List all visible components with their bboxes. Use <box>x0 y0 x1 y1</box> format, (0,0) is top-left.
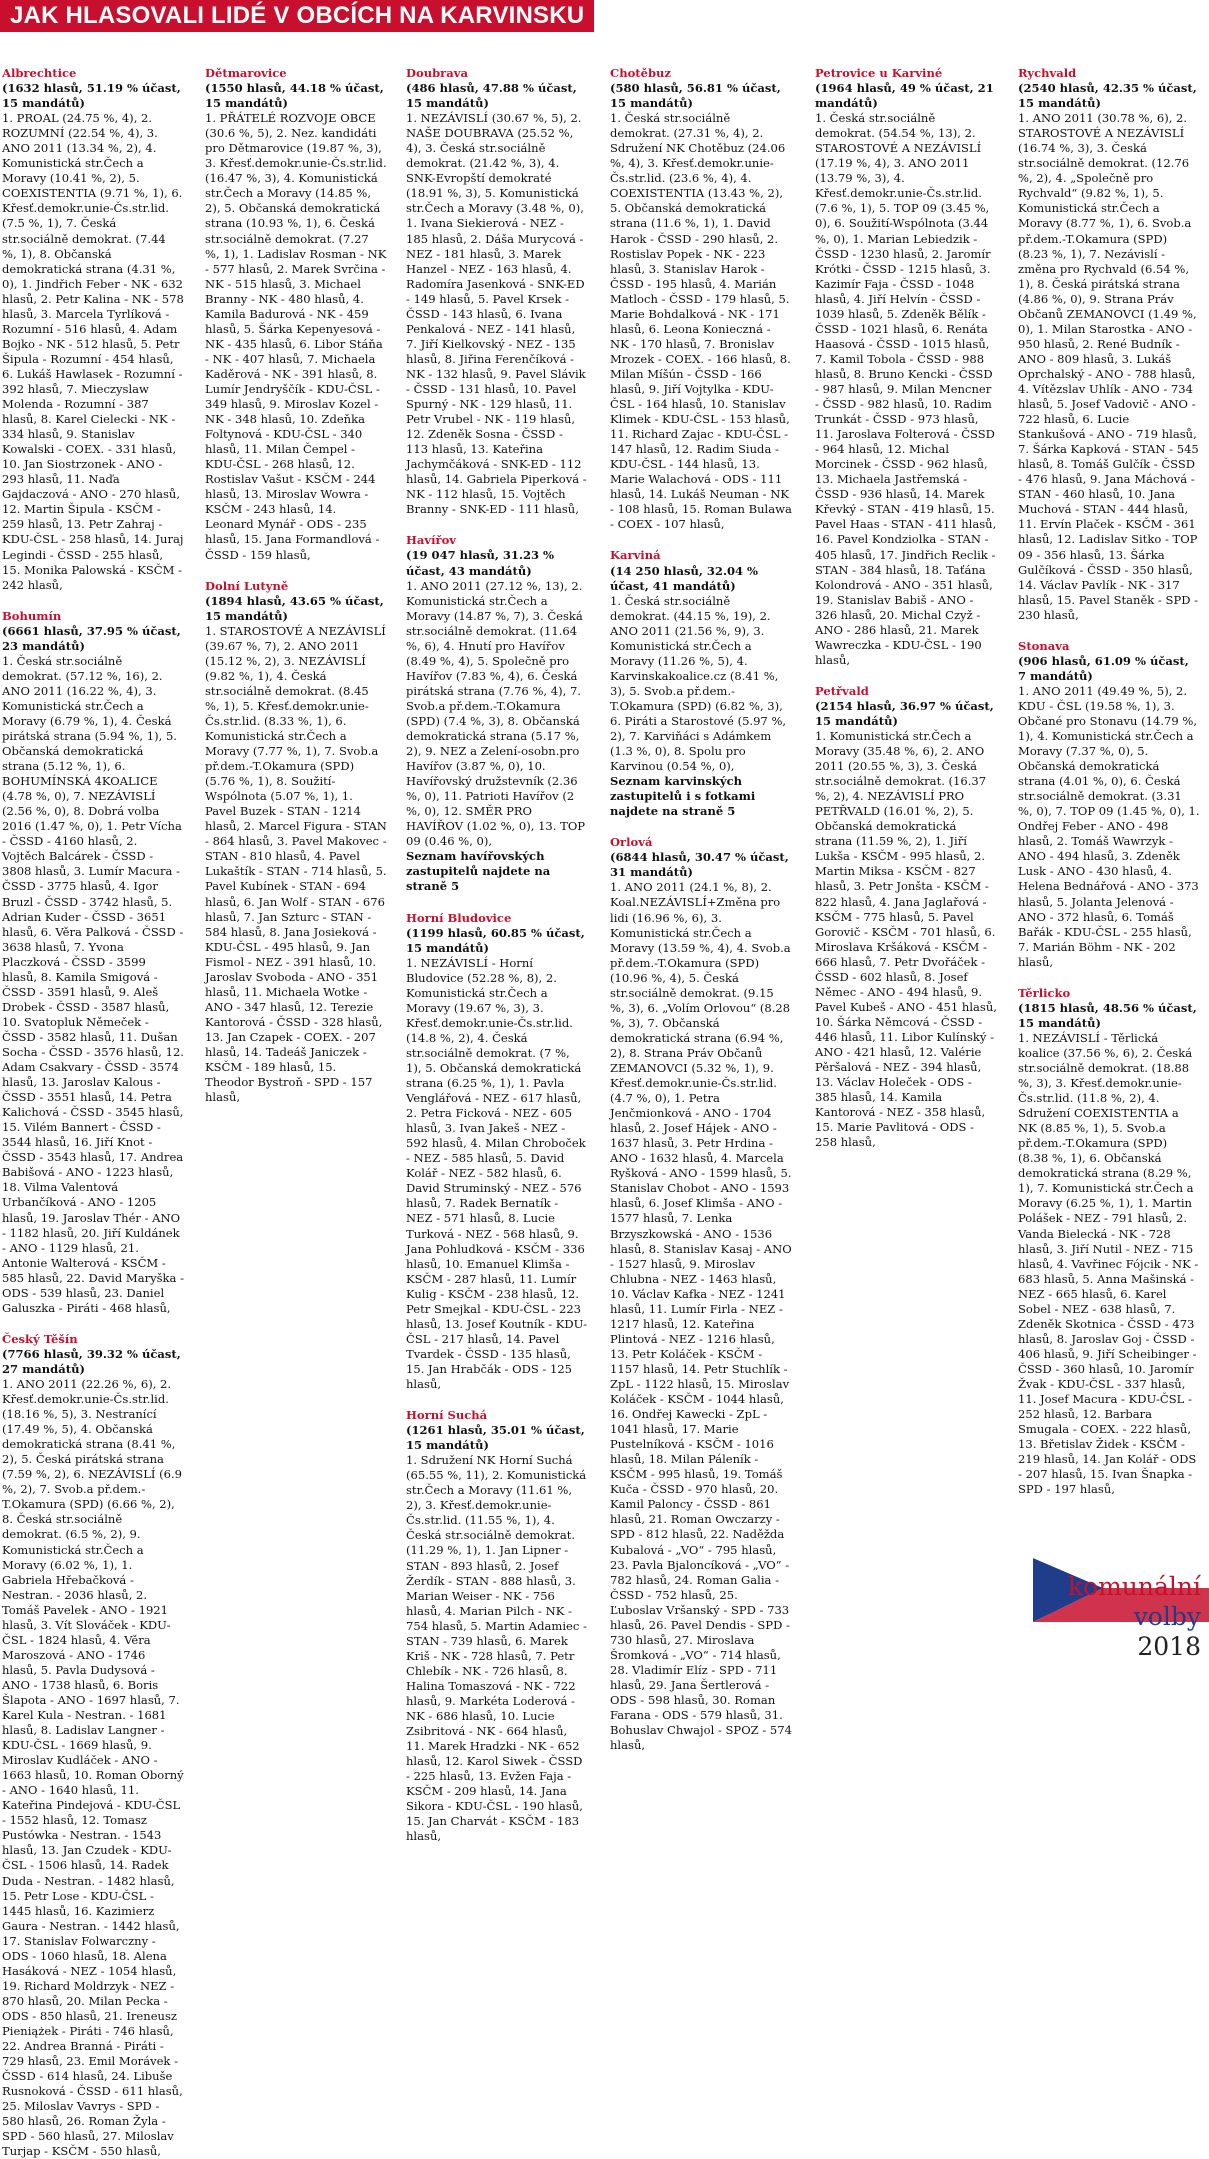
badge-line-3: 2018 <box>1137 1632 1201 1661</box>
municipality-name: Horní Bludovice <box>406 910 512 925</box>
municipality-entry <box>2 66 184 593</box>
municipality-stats: (1632 hlasů, 51.19 % účast, 15 mandátů) <box>2 81 181 111</box>
municipality-stats: (7766 hlasů, 39.32 % účast, 27 mandátů) <box>2 1346 181 1376</box>
municipality-name: Chotěbuz <box>610 66 671 80</box>
municipality-entry <box>610 835 792 1753</box>
municipality-stats: (19 047 hlasů, 31.23 % účast, 43 mandátů) <box>406 548 555 578</box>
column-4 <box>610 66 792 1753</box>
municipality-stats: (2154 hlasů, 36.97 % účast, 15 mandátů) <box>815 698 994 728</box>
municipality-stats: (486 hlasů, 47.88 % účast, 15 mandátů) <box>406 81 577 111</box>
municipality-name: Rychvald <box>1018 66 1077 80</box>
municipality-entry <box>406 533 588 894</box>
municipality-entry <box>1018 639 1200 970</box>
municipality-stats: (906 hlasů, 61.09 % účast, 7 mandátů) <box>1018 653 1189 683</box>
municipality-results: 1. ANO 2011 (24.1 %, 8), 2. Koal.NEZÁVISLÍ+Změna pro lidi (16.96 %, 6), 3. Komunistická str.Čech a Moravy (13.59 %, 4), 4. Svob.a př.dem.-T.Okamura (SPD) (10.96 %, 4), 5. Česká str.sociálně demokrat. (9.15 %, 3), 6. „Volím Orlovou“ (8.28 %, 3), 7. Občanská demokratická strana (6.94 %, 2), 8. Strana Práv Občanů ZEMANOVCI (5.32 %, 1), 9. Křesť.demokr.unie-Čs.str.lid. (4.7 %, 0), 1. Petra Jenčmionková - ANO - 1704 hlasů, 2. Josef Hájek - ANO - 1637 hlasů, 3. Petr Hrdina - ANO - 1632 hlasů, 4. Marcela Ryšková - ANO - 1599 hlasů, 5. Stanislav Chobot - ANO - 1593 hlasů, 6. Josef Klimša - ANO - 1577 hlasů, 7. Lenka Brzyszkowská - ANO - 1536 hlasů, 8. Stanislav Kasaj - ANO - 1527 hlasů, 9. Miroslav Chlubna - NEZ - 1463 hlasů, 10. Václav Kafka - NEZ - 1241 hlasů, 11. Lumír Firla - NEZ - 1217 hlasů, 12. Kateřina Plintová - NEZ - 1216 hlasů, 13. Petr Koláček - KSČM - 1157 hlasů, 14. Petr Stuchlík - ZpL - 1122 hlasů, 15. Miroslav Koláček - KSČM - 1044 hlasů, 16. Ondřej Kawecki - ZpL - 1041 hlasů, 17. Marie Pustelníková - KSČM - 1016 hlasů, 18. Milan Páleník - KSČM - 995 hlasů, 19. Tomáš Kuča - ČSSD - 970 hlasů, 20. Kamil Paloncy - ČSSD - 861 hlasů, 21. Roman Owczarzy - SPD - 812 hlasů, 22. Naděžda Kubalová - „VO“ - 795 hlasů, 23. Pavla Bjaloncíková - „VO“ - 782 hlasů, 24. Roman Galia - ČSSD - 752 hlasů, 25. Ľuboslav Vršanský - SPD - 733 hlasů, 26. Pavel Dendis - SPD - 730 hlasů, 27. Miroslava Šromková - „VO“ - 714 hlasů, 28. Vladimír Elíz - SPD - 711 hlasů, 29. Jana Šertlerová - ODS - 598 hlasů, 30. Roman Farana - ODS - 579 hlasů, 31. Bohuslav Chwajol - SPOZ - 574 hlasů, <box>610 880 792 1753</box>
municipality-entry <box>815 684 997 1150</box>
municipality-stats: (1894 hlasů, 43.65 % účast, 15 mandátů) <box>205 593 384 623</box>
page-header <box>0 0 594 32</box>
municipality-name: Český Těšín <box>2 1331 78 1346</box>
municipality-entry <box>406 1408 588 1844</box>
municipality-note: Seznam havířovských zastupitelů najdete na straně 5 <box>406 849 551 894</box>
column-1 <box>2 66 185 2159</box>
municipality-name: Petrovice u Karviné <box>815 66 943 80</box>
municipality-name: Havířov <box>406 533 456 548</box>
municipality-name: Bohumín <box>2 608 62 623</box>
municipality-name: Doubrava <box>406 66 468 80</box>
municipality-results: 1. PŘÁTELÉ ROZVOJE OBCE (30.6 %, 5), 2. Nez. kandidáti pro Dětmarovice (19.87 %, 3), 3. Křesť.demokr.unie-Čs.str.lid. (16.47 %, 3), 4. Komunistická str.Čech a Moravy (14.85 %, 2), 5. Občanská demokratická strana (10.93 %, 1), 6. Česká str.sociálně demokrat. (7.27 %, 1), 1. Ladislav Rosman - NK - 577 hlasů, 2. Marek Svrčina - NK - 515 hlasů, 3. Michael Branny - NK - 480 hlasů, 4. Kamila Badurová - NK - 459 hlasů, 5. Šárka Kepenyesová - NK - 435 hlasů, 6. Libor Stáňa - NK - 407 hlasů, 7. Michaela Kaděrová - NK - 391 hlasů, 8. Lumír Jendryščík - KDU-ČSL - 349 hlasů, 9. Miroslav Kozel - NK - 348 hlasů, 10. Zdeňka Foltynová - KDU-ČSL - 340 hlasů, 11. Milan Čempel - KDU-ČSL - 268 hlasů, 12. Rostislav Vašut - KSČM - 244 hlasů, 13. Miroslav Wowra - KSČM - 243 hlasů, 14. Leonard Mynář - ODS - 235 hlasů, 15. Jana Formandlová - ČSSD - 159 hlasů, <box>205 111 387 562</box>
municipality-stats: (2540 hlasů, 42.35 % účast, 15 mandátů) <box>1018 81 1197 111</box>
municipality-name: Orlová <box>610 835 653 850</box>
municipality-results: 1. NEZÁVISLÍ (30.67 %, 5), 2. NAŠE DOUBRAVA (25.52 %, 4), 3. Česká str.sociálně demokrat. (21.42 %, 3), 4. SNK-Evropští demokraté (18.91 %, 3), 5. Komunistická str.Čech a Moravy (3.48 %, 0), 1. Ivana Siekierová - NEZ - 185 hlasů, 2. Dáša Murycová - NEZ - 181 hlasů, 3. Marek Hanzel - NEZ - 163 hlasů, 4. Radomíra Jasenková - SNK-ED - 149 hlasů, 5. Pavel Krsek - ČSSD - 143 hlasů, 6. Ivana Penkalová - NEZ - 141 hlasů, 7. Jiří Kielkovský - NEZ - 135 hlasů, 8. Jiřina Ferenčíková - NK - 132 hlasů, 9. Pavel Slávik - ČSSD - 131 hlasů, 10. Pavel Spurný - NK - 129 hlasů, 11. Petr Vrubel - NK - 119 hlasů, 12. Zdeněk Sosna - ČSSD - 113 hlasů, 13. Kateřina Jachymčáková - SNK-ED - 112 hlasů, 14. Gabriela Piperková - NK - 112 hlasů, 15. Vojtěch Branny - SNK-ED - 111 hlasů, <box>406 111 587 517</box>
municipality-entry <box>2 609 184 1316</box>
municipality-entry <box>1018 986 1200 1498</box>
municipality-results: 1. NEZÁVISLÍ - Horní Bludovice (52.28 %, 8), 2. Komunistická str.Čech a Moravy (19.67 %, 3), 3. Křesť.demokr.unie-Čs.str.lid. (14.8 %, 2), 4. Česká str.sociálně demokrat. (7 %, 1), 5. Občanská demokratická strana (6.25 %, 1), 1. Pavla Venglářová - NEZ - 617 hlasů, 2. Petra Ficková - NEZ - 605 hlasů, 3. Ivan Jakeš - NEZ - 592 hlasů, 4. Milan Chroboček - NEZ - 585 hlasů, 5. David Kolář - NEZ - 582 hlasů, 6. David Struminský - NEZ - 576 hlasů, 7. Radek Bernatík - NEZ - 571 hlasů, 8. Lucie Turková - NEZ - 568 hlasů, 9. Jana Pohludková - KSČM - 336 hlasů, 10. Emanuel Klimša - KSČM - 287 hlasů, 11. Lumír Kulig - KSČM - 238 hlasů, 12. Petr Smejkal - KDU-ČSL - 223 hlasů, 13. Josef Koutník - KDU-ČSL - 217 hlasů, 14. Pavel Tvardek - ČSSD - 135 hlasů, 15. Jan Hrabčák - ODS - 125 hlasů, <box>406 955 588 1391</box>
municipality-name: Albrechtice <box>2 66 77 80</box>
municipality-entry <box>205 579 387 1106</box>
column-5 <box>815 66 997 1670</box>
badge-line-1: komunální <box>1067 1572 1201 1601</box>
municipality-name: Horní Suchá <box>406 1408 488 1423</box>
municipality-entry <box>406 66 588 517</box>
municipality-name: Těrlicko <box>1018 985 1071 1000</box>
municipality-entry <box>610 66 792 532</box>
municipality-name: Dolní Lutyně <box>205 578 289 593</box>
municipality-stats: (6844 hlasů, 30.47 % účast, 31 mandátů) <box>610 850 789 880</box>
municipality-results: 1. Sdružení NK Horní Suchá (65.55 %, 11), 2. Komunistická str.Čech a Moravy (11.61 %, 2), 3. Křesť.demokr.unie-Čs.str.lid. (11.55 %, 1), 4. Česká str.sociálně demokrat. (11.29 %, 1), 1. Jan Lipner - STAN - 893 hlasů, 2. Josef Žerdík - STAN - 888 hlasů, 3. Marian Weiser - NK - 756 hlasů, 4. Marian Pilch - NK - 754 hlasů, 5. Martin Adamiec - STAN - 739 hlasů, 6. Marek Kriš - NK - 728 hlasů, 7. Petr Chlebík - NK - 726 hlasů, 8. Halina Tomaszová - NK - 722 hlasů, 9. Markéta Loderová - NK - 686 hlasů, 10. Lucie Zsibritová - NK - 664 hlasů, 11. Marek Hradzki - NK - 652 hlasů, 12. Karol Siwek - ČSSD - 225 hlasů, 13. Evžen Faja - KSČM - 209 hlasů, 14. Jana Sikora - KDU-ČSL - 190 hlasů, 15. Jan Charvát - KSČM - 183 hlasů, <box>406 1453 587 1844</box>
municipality-results: 1. PROAL (24.75 %, 4), 2. ROZUMNÍ (22.54 %, 4), 3. ANO 2011 (13.34 %, 2), 4. Komunistická str.Čech a Moravy (10.41 %, 2), 5. COEXISTENTIA (9.71 %, 1), 6. Křesť.demokr.unie-Čs.str.lid. (7.5 %, 1), 7. Česká str.sociálně demokrat. (7.44 %, 1), 8. Občanská demokratická strana (4.31 %, 0), 1. Jindřich Feber - NK - 632 hlasů, 2. Petr Kalina - NK - 578 hlasů, 3. Marcela Tyrlíková - Rozumní - 516 hlasů, 4. Adam Bojko - NK - 512 hlasů, 5. Petr Šipula - Rozumní - 454 hlasů, 6. Lukáš Hawlasek - Rozumní - 392 hlasů, 7. Mieczyslaw Molenda - Rozumní - 387 hlasů, 8. Karel Cielecki - NK - 334 hlasů, 9. Stanislav Kowalski - COEX. - 331 hlasů, 10. Jan Siostrzonek - ANO - 293 hlasů, 11. Naďa Gajdaczová - ANO - 270 hlasů, 12. Martin Šipula - KSČM - 259 hlasů, 13. Petr Zahraj - KDU-ČSL - 258 hlasů, 14. Juraj Legindi - ČSSD - 255 hlasů, 15. Monika Palowská - KSČM - 242 hlasů, <box>2 111 184 592</box>
municipality-results: 1. Česká str.sociálně demokrat. (27.31 %, 4), 2. Sdružení NK Chotěbuz (24.06 %, 4), 3. Křesť.demokr.unie-Čs.str.lid. (23.6 %, 4), 4. COEXISTENTIA (13.43 %, 2), 5. Občanská demokratická strana (11.6 %, 1), 1. David Harok - ČSSD - 290 hlasů, 2. Rostislav Popek - NK - 223 hlasů, 3. Stanislav Harok - ČSSD - 195 hlasů, 4. Marián Matloch - ČSSD - 179 hlasů, 5. Marie Bohdalková - NK - 171 hlasů, 6. Leona Konieczná - NK - 170 hlasů, 7. Bronislav Mrozek - COEX. - 166 hlasů, 8. Milan Míšún - ČSSD - 166 hlasů, 9. Jiří Vojtylka - KDU-ČSL - 164 hlasů, 10. Stanislav Klimek - KDU-ČSL - 153 hlasů, 11. Richard Zajac - KDU-ČSL - 147 hlasů, 12. Radim Siuda - KDU-ČSL - 144 hlasů, 13. Marie Walachová - ODS - 111 hlasů, 14. Lukáš Neuman - NK - 108 hlasů, 15. Roman Bulawa - COEX - 107 hlasů, <box>610 111 792 532</box>
municipality-stats: (1199 hlasů, 60.85 % účast, 15 mandátů) <box>406 925 585 955</box>
municipality-name: Stonava <box>1018 638 1070 653</box>
municipality-stats: (1964 hlasů, 49 % účast, 21 mandátů) <box>815 81 994 111</box>
municipality-entry <box>1018 66 1200 623</box>
municipality-results: 1. ANO 2011 (30.78 %, 6), 2. STAROSTOVÉ A NEZÁVISLÍ (16.74 %, 3), 3. Česká str.sociálně demokrat. (12.76 %, 2), 4. „Společně pro Rychvald“ (9.82 %, 1), 5. Komunistická str.Čech a Moravy (8.77 %, 1), 6. Svob.a př.dem.-T.Okamura (SPD) (8.23 %, 1), 7. Nezávislí - změna pro Rychvald (6.54 %, 1), 8. Česká pirátská strana (4.86 %, 0), 9. Strana Práv Občanů ZEMANOVCI (1.49 %, 0), 1. Milan Starostka - ANO - 950 hlasů, 2. René Budník - ANO - 809 hlasů, 3. Lukáš Oprchalský - ANO - 788 hlasů, 4. Vítězslav Uhlík - ANO - 734 hlasů, 5. Josef Vadovič - ANO - 722 hlasů, 6. Lucie Stankušová - ANO - 719 hlasů, 7. Šárka Kapková - STAN - 545 hlasů, 8. Tomáš Gulčík - ČSSD - 476 hlasů, 9. Jana Máchová - STAN - 460 hlasů, 10. Jana Muchová - STAN - 444 hlasů, 11. Ervín Plaček - KSČM - 361 hlasů, 12. Ladislav Sitko - TOP 09 - 356 hlasů, 13. Šárka Gulčíková - ČSSD - 350 hlasů, 14. Václav Pavlík - NK - 317 hlasů, 15. Pavel Staněk - SPD - 230 hlasů, <box>1018 111 1199 622</box>
municipality-results: 1. Česká str.sociálně demokrat. (54.54 %, 13), 2. STAROSTOVÉ A NEZÁVISLÍ (17.19 %, 4), 3. ANO 2011 (13.79 %, 3), 4. Křesť.demokr.unie-Čs.str.lid. (7.6 %, 1), 5. TOP 09 (3.45 %, 0), 6. Soužití-Wspólnota (3.44 %, 0), 1. Marian Lebiedzik - ČSSD - 1230 hlasů, 2. Jaromír Krótki - ČSSD - 1215 hlasů, 3. Kazimír Faja - ČSSD - 1048 hlasů, 4. Jiří Helvín - ČSSD - 1039 hlasů, 5. Zdeněk Bělík - ČSSD - 1021 hlasů, 6. Renáta Haasová - ČSSD - 1015 hlasů, 7. Kamil Tobola - ČSSD - 988 hlasů, 8. Bruno Kencki - ČSSD - 987 hlasů, 9. Milan Mencner - ČSSD - 982 hlasů, 10. Radim Trunkát - ČSSD - 973 hlasů, 11. Jaroslava Folterová - ČSSD - 964 hlasů, 12. Michal Morcinek - ČSSD - 962 hlasů, 13. Michaela Jastřemská - ČSSD - 936 hlasů, 14. Marek Křevký - STAN - 419 hlasů, 15. Pavel Haas - STAN - 411 hlasů, 16. Pavel Kondziolka - STAN - 405 hlasů, 17. Jindřich Reclik - STAN - 384 hlasů, 18. Taťána Kolondrová - ANO - 351 hlasů, 19. Stanislav Babiš - ANO - 326 hlasů, 20. Michal Czyž - ANO - 286 hlasů, 21. Marek Wawreczka - KDU-ČSL - 190 hlasů, <box>815 111 997 667</box>
municipality-entry <box>610 548 792 819</box>
page-title: JAK HLASOVALI LIDÉ V OBCÍCH NA KARVINSKU <box>10 2 585 29</box>
municipality-results: 1. Česká str.sociálně demokrat. (57.12 %, 16), 2. ANO 2011 (16.22 %, 4), 3. Komunistická str.Čech a Moravy (6.79 %, 1), 4. Česká pirátská strana (5.94 %, 1), 5. Občanská demokratická strana (5.12 %, 1), 6. BOHUMÍNSKÁ 4KOALICE (4.78 %, 0), 7. NEZÁVISLÍ (2.56 %, 0), 8. Dobrá volba 2016 (1.47 %, 0), 1. Petr Vícha - ČSSD - 4160 hlasů, 2. Vojtěch Balcárek - ČSSD - 3808 hlasů, 3. Lumír Macura - ČSSD - 3775 hlasů, 4. Igor Bruzl - ČSSD - 3742 hlasů, 5. Adrian Kuder - ČSSD - 3651 hlasů, 6. Věra Palková - ČSSD - 3638 hlasů, 7. Yvona Placzková - ČSSD - 3599 hlasů, 8. Kamila Smigová - ČSSD - 3591 hlasů, 9. Aleš Drobek - ČSSD - 3587 hlasů, 10. Svatopluk Němeček - ČSSD - 3582 hlasů, 11. Dušan Socha - ČSSD - 3576 hlasů, 12. Adam Csakvary - ČSSD - 3574 hlasů, 13. Jaroslav Kalous - ČSSD - 3551 hlasů, 14. Petra Kalichová - ČSSD - 3545 hlasů, 15. Vilém Bannert - ČSSD - 3544 hlasů, 16. Jiří Knot - ČSSD - 3543 hlasů, 17. Andrea Babišová - ANO - 1223 hlasů, 18. Vilma Valentová Urbančíková - ANO - 1205 hlasů, 19. Jaroslav Thér - ANO - 1182 hlasů, 20. Jiří Kuldánek - ANO - 1129 hlasů, 21. Antonie Walterová - KSČM - 585 hlasů, 22. David Maryška - ODS - 539 hlasů, 23. Daniel Galuszka - Piráti - 468 hlasů, <box>2 653 185 1315</box>
municipality-stats: (1261 hlasů, 35.01 % účast, 15 mandátů) <box>406 1423 585 1453</box>
municipality-entry <box>815 66 997 668</box>
municipality-results: 1. ANO 2011 (22.26 %, 6), 2. Křesť.demokr.unie-Čs.str.lid. (18.16 %, 5), 3. Nestranící (17.49 %, 5), 4. Občanská demokratická strana (8.41 %, 2), 5. Česká pirátská strana (7.59 %, 2), 6. NEZÁVISLÍ (6.9 %, 2), 7. Svob.a př.dem.-T.Okamura (SPD) (6.66 %, 2), 8. Česká str.sociálně demokrat. (6.5 %, 2), 9. Komunistická str.Čech a Moravy (6.02 %, 1), 1. Gabriela Hřebačková - Nestran. - 2036 hlasů, 2. Tomáš Pavelek - ANO - 1921 hlasů, 3. Vít Slováček - KDU-ČSL - 1824 hlasů, 4. Věra Maroszová - ANO - 1746 hlasů, 5. Pavla Dudysová - ANO - 1738 hlasů, 6. Boris Šlapota - ANO - 1697 hlasů, 7. Karel Kula - Nestran. - 1681 hlasů, 8. Ladislav Langner - KDU-ČSL - 1669 hlasů, 9. Miroslav Kudláček - ANO - 1663 hlasů, 10. Roman Oborný - ANO - 1640 hlasů, 11. Kateřina Pindejová - KDU-ČSL - 1552 hlasů, 12. Tomasz Pustówka - Nestran. - 1543 hlasů, 13. Jan Czudek - KDU-ČSL - 1506 hlasů, 14. Radek Duda - Nestran. - 1482 hlasů, 15. Petr Lose - KDU-ČSL - 1445 hlasů, 16. Kazimierz Gaura - Nestran. - 1442 hlasů, 17. Stanislav Folwarczny - ODS - 1060 hlasů, 18. Alena Hasáková - NEZ - 1054 hlasů, 19. Richard Moldrzyk - NEZ - 870 hlasů, 20. Milan Pecka - ODS - 850 hlasů, 21. Ireneusz Pieniążek - Piráti - 746 hlasů, 22. Andrea Branná - Piráti - 729 hlasů, 23. Emil Morávek - ČSSD - 614 hlasů, 24. Libuše Rusnoková - ČSSD - 611 hlasů, 25. Miloslav Vavrys - SPD - 580 hlasů, 26. Roman Žyla - SPD - 560 hlasů, 27. Miloslav Turjap - KSČM - 550 hlasů, <box>2 1376 184 2159</box>
municipality-stats: (580 hlasů, 56.81 % účast, 15 mandátů) <box>610 81 781 111</box>
election-badge <box>1033 1558 1209 1680</box>
municipality-entry <box>406 911 588 1393</box>
municipality-results: 1. NEZÁVISLÍ - Těrlická koalice (37.56 %, 6), 2. Česká str.sociálně demokrat. (18.88 %, 3), 3. Křesť.demokr.unie-Čs.str.lid. (11.8 %, 2), 4. Sdružení COEXISTENTIA a NK (8.85 %, 1), 5. Svob.a př.dem.-T.Okamura (SPD) (8.38 %, 1), 6. Občanská demokratická strana (8.29 %, 1), 7. Komunistická str.Čech a Moravy (6.25 %, 1), 1. Martin Polášek - NEZ - 791 hlasů, 2. Vanda Bielecká - NK - 728 hlasů, 3. Jiří Nutil - NEZ - 715 hlasů, 4. Vavřinec Fójcik - NK - 683 hlasů, 5. Anna Mašinská - NEZ - 665 hlasů, 6. Karel Sobel - NEZ - 638 hlasů, 7. Zdeněk Skotnica - ČSSD - 473 hlasů, 8. Jaroslav Goj - ČSSD - 406 hlasů, 9. Jiří Scheibinger - ČSSD - 360 hlasů, 10. Jaromír Žvak - KDU-ČSL - 337 hlasů, 11. Josef Macura - KDU-ČSL - 252 hlasů, 12. Barbara Smugala - COEX. - 222 hlasů, 13. Břetislav Židek - KSČM - 219 hlasů, 14. Jan Kolář - ODS - 207 hlasů, 15. Ivan Šnapka - SPD - 197 hlasů, <box>1018 1030 1199 1497</box>
municipality-results: 1. ANO 2011 (27.12 %, 13), 2. Komunistická str.Čech a Moravy (14.87 %, 7), 3. Česká str.sociálně demokrat. (11.64 %, 6), 4. Hnutí pro Havířov (8.49 %, 4), 5. Společně pro Havířov (7.83 %, 4), 6. Česká pirátská strana (7.76 %, 4), 7. Svob.a př.dem.-T.Okamura (SPD) (7.4 %, 3), 8. Občanská demokratická strana (5.17 %, 2), 9. NEZ a Zelení-osobn.pro Havířov (3.87 %, 0), 10. Havířovský družstevník (2.36 %, 0), 11. Patrioti Havířov (2 %, 0), 12. SMĚR PRO HAVÍŘOV (1.02 %, 0), 13. TOP 09 (0.46 %, 0), <box>406 578 586 849</box>
municipality-stats: (1815 hlasů, 48.56 % účast, 15 mandátů) <box>1018 1000 1197 1030</box>
municipality-stats: (6661 hlasů, 37.95 % účast, 23 mandátů) <box>2 623 181 653</box>
municipality-entry <box>2 1332 184 2159</box>
column-6 <box>1018 66 1200 1670</box>
municipality-results: 1. ANO 2011 (49.49 %, 5), 2. KDU - ČSL (19.58 %, 1), 3. Občané pro Stonavu (14.79 %, 1), 4. Komunistická str.Čech a Moravy (7.37 %, 0), 5. Občanská demokratická strana (4.01 %, 0), 6. Česká str.sociálně demokrat. (3.31 %, 0), 7. TOP 09 (1.45 %, 0), 1. Ondřej Feber - ANO - 498 hlasů, 2. Tomáš Wawrzyk - ANO - 494 hlasů, 3. Zdeněk Lusk - ANO - 430 hlasů, 4. Helena Bednářová - ANO - 373 hlasů, 5. Jolanta Jelenová - ANO - 372 hlasů, 6. Tomáš Bařák - KDU-ČSL - 255 hlasů, 7. Marián Böhm - NK - 202 hlasů, <box>1018 683 1200 969</box>
badge-line-2: volby <box>1133 1602 1201 1631</box>
municipality-note: Seznam karvinských zastupitelů i s fotkami najdete na straně 5 <box>610 774 756 819</box>
column-3 <box>406 66 588 1844</box>
municipality-results: 1. STAROSTOVÉ A NEZÁVISLÍ (39.67 %, 7), 2. ANO 2011 (15.12 %, 2), 3. NEZÁVISLÍ (9.82 %, 1), 4. Česká str.sociálně demokrat. (8.45 %, 1), 5. Křesť.demokr.unie-Čs.str.lid. (8.33 %, 1), 6. Komunistická str.Čech a Moravy (7.77 %, 1), 7. Svob.a př.dem.-T.Okamura (SPD) (5.76 %, 1), 8. Soužití-Wspólnota (5.07 %, 1), 1. Pavel Buzek - STAN - 1214 hlasů, 2. Marcel Figura - STAN - 864 hlasů, 3. Pavel Makovec - STAN - 810 hlasů, 4. Pavel Lukaštík - STAN - 714 hlasů, 5. Pavel Kubínek - STAN - 694 hlasů, 6. Jan Wolf - STAN - 676 hlasů, 7. Jan Szturc - STAN - 584 hlasů, 8. Jana Josieková - KDU-ČSL - 495 hlasů, 9. Jan Fismol - NEZ - 391 hlasů, 10. Jaroslav Svoboda - ANO - 351 hlasů, 11. Michaela Wotke - ANO - 347 hlasů, 12. Terezie Kantorová - ČSSD - 328 hlasů, 13. Jan Czapek - COEX. - 207 hlasů, 14. Tadeáš Janiczek - KSČM - 189 hlasů, 15. Theodor Bystroň - SPD - 157 hlasů, <box>205 623 387 1105</box>
municipality-name: Petřvald <box>815 683 869 698</box>
municipality-stats: (14 250 hlasů, 32.04 % účast, 41 mandátů) <box>610 563 759 593</box>
municipality-results: 1. Komunistická str.Čech a Moravy (35.48 %, 6), 2. ANO 2011 (20.55 %, 3), 3. Česká str.sociálně demokrat. (16.37 %, 2), 4. NEZÁVISLÍ PRO PETŘVALD (16.01 %, 2), 5. Občanská demokratická strana (11.59 %, 2), 1. Jiří Lukša - KSČM - 995 hlasů, 2. Martin Miksa - KSČM - 827 hlasů, 3. Petr Jonšta - KSČM - 822 hlasů, 4. Jana Jaglařová - KSČM - 775 hlasů, 5. Pavel Gorovič - KSČM - 701 hlasů, 6. Miroslava Kršáková - KSČM - 666 hlasů, 7. Petr Dvořáček - ČSSD - 602 hlasů, 8. Josef Němec - ANO - 494 hlasů, 9. Pavel Kubeš - ANO - 451 hlasů, 10. Šárka Němcová - ČSSD - 446 hlasů, 11. Libor Kulínský - ANO - 421 hlasů, 12. Valérie Pěršalová - NEZ - 394 hlasů, 13. Václav Holeček - ODS - 385 hlasů, 14. Kamila Kantorová - NEZ - 358 hlasů, 15. Marie Pavlitová - ODS - 258 hlasů, <box>815 729 997 1150</box>
municipality-stats: (1550 hlasů, 44.18 % účast, 15 mandátů) <box>205 81 384 111</box>
municipality-name: Dětmarovice <box>205 66 287 80</box>
municipality-name: Karviná <box>610 548 661 563</box>
column-2 <box>205 66 387 1670</box>
municipality-results: 1. Česká str.sociálně demokrat. (44.15 %, 19), 2. ANO 2011 (21.56 %, 9), 3. Komunistická str.Čech a Moravy (11.26 %, 5), 4. Karvinskakoalice.cz (8.41 %, 3), 5. Svob.a př.dem.-T.Okamura (SPD) (6.82 %, 3), 6. Piráti a Starostové (5.97 %, 2), 7. Karviňáci s Adámkem (1.3 %, 0), 8. Spolu pro Karvinou (0.54 %, 0), <box>610 593 787 774</box>
municipality-entry <box>205 66 387 563</box>
